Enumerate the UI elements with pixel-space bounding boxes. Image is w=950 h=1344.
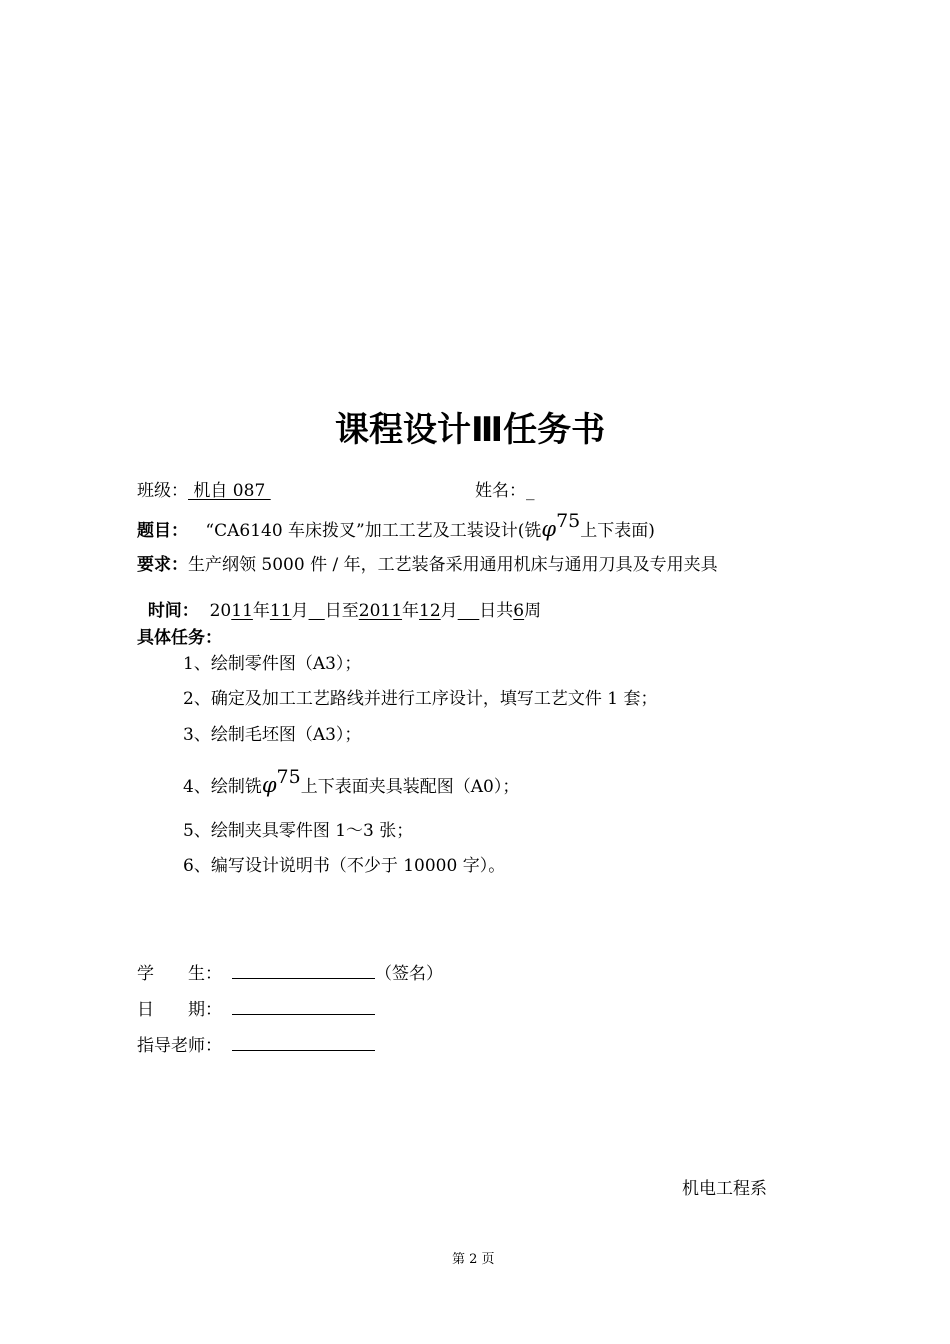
topic-text-end: 上下表面) — [580, 521, 655, 541]
advisor-signature-field[interactable] — [232, 1035, 375, 1051]
task-item: 6、编写设计说明书（不少于 10000 字）。 — [183, 856, 506, 876]
page-title: 课程设计Ⅲ任务书 — [335, 410, 606, 450]
advisor-signature-line — [137, 1031, 375, 1056]
task-item: 2、确定及加工工艺路线并进行工序设计，填写工艺文件 1 套； — [183, 689, 658, 709]
department: 机电工程系 — [682, 1179, 767, 1199]
name-label: 姓名： — [475, 481, 526, 501]
phi-number: 75 — [556, 510, 581, 532]
time-text: 20 — [198, 601, 232, 621]
time-month1: 11 — [269, 601, 292, 621]
student-signature-field[interactable] — [232, 963, 375, 979]
class-line — [137, 476, 271, 501]
date-signature-line — [137, 995, 375, 1020]
student-signature-suffix: （签名） — [375, 964, 443, 984]
topic-label: 题目： — [137, 521, 188, 541]
time-label: 时间： — [147, 601, 199, 621]
student-signature-line — [137, 959, 443, 984]
date-label: 日 期： — [137, 1000, 222, 1020]
time-text: 日至 — [324, 601, 359, 621]
requirement-text: 生产纲领 5000 件 / 年，工艺装备采用通用机床与通用刀具及专用夹具 — [188, 555, 718, 575]
time-weeks: 6 — [513, 601, 525, 621]
time-text: 月 — [291, 601, 309, 621]
phi-number: 75 — [276, 766, 301, 788]
requirement-line — [137, 550, 718, 575]
task-4-text-end: 上下表面夹具装配图（A0）； — [300, 777, 520, 797]
tasks-heading: 具体任务： — [137, 628, 222, 648]
task-item — [183, 766, 520, 797]
date-field[interactable] — [232, 999, 375, 1015]
advisor-label: 指导老师： — [137, 1036, 222, 1056]
phi-symbol: φ — [261, 773, 277, 797]
time-text: 周 — [524, 601, 542, 621]
time-year2: 2011 — [358, 601, 403, 621]
class-value: 机自 087 — [188, 481, 271, 501]
time-line — [137, 576, 541, 621]
time-month2: 12 — [419, 601, 441, 621]
time-day2 — [458, 601, 480, 621]
student-label: 学 生： — [137, 964, 222, 984]
page-footer: 第 2 页 — [452, 1252, 495, 1267]
class-label: 班级： — [137, 481, 188, 501]
time-year1: 11 — [231, 601, 253, 621]
topic-line — [137, 510, 655, 541]
name-line — [475, 476, 535, 501]
task-item: 5、绘制夹具零件图 1～3 张； — [183, 821, 414, 841]
requirement-label: 要求： — [137, 555, 188, 575]
task-item: 1、绘制零件图（A3）； — [183, 654, 362, 674]
time-text: 年 — [402, 601, 420, 621]
task-item: 3、绘制毛坯图（A3）； — [183, 725, 362, 745]
task-4-text: 4、绘制铣 — [183, 777, 262, 797]
time-day1 — [309, 601, 325, 621]
phi-symbol: φ — [541, 517, 557, 541]
time-text: 日共 — [479, 601, 514, 621]
time-text: 年 — [252, 601, 270, 621]
topic-text: “CA6140 车床拨叉”加工工艺及工装设计(铣 — [205, 521, 542, 541]
time-text: 月 — [440, 601, 458, 621]
name-value: _ — [526, 481, 535, 501]
